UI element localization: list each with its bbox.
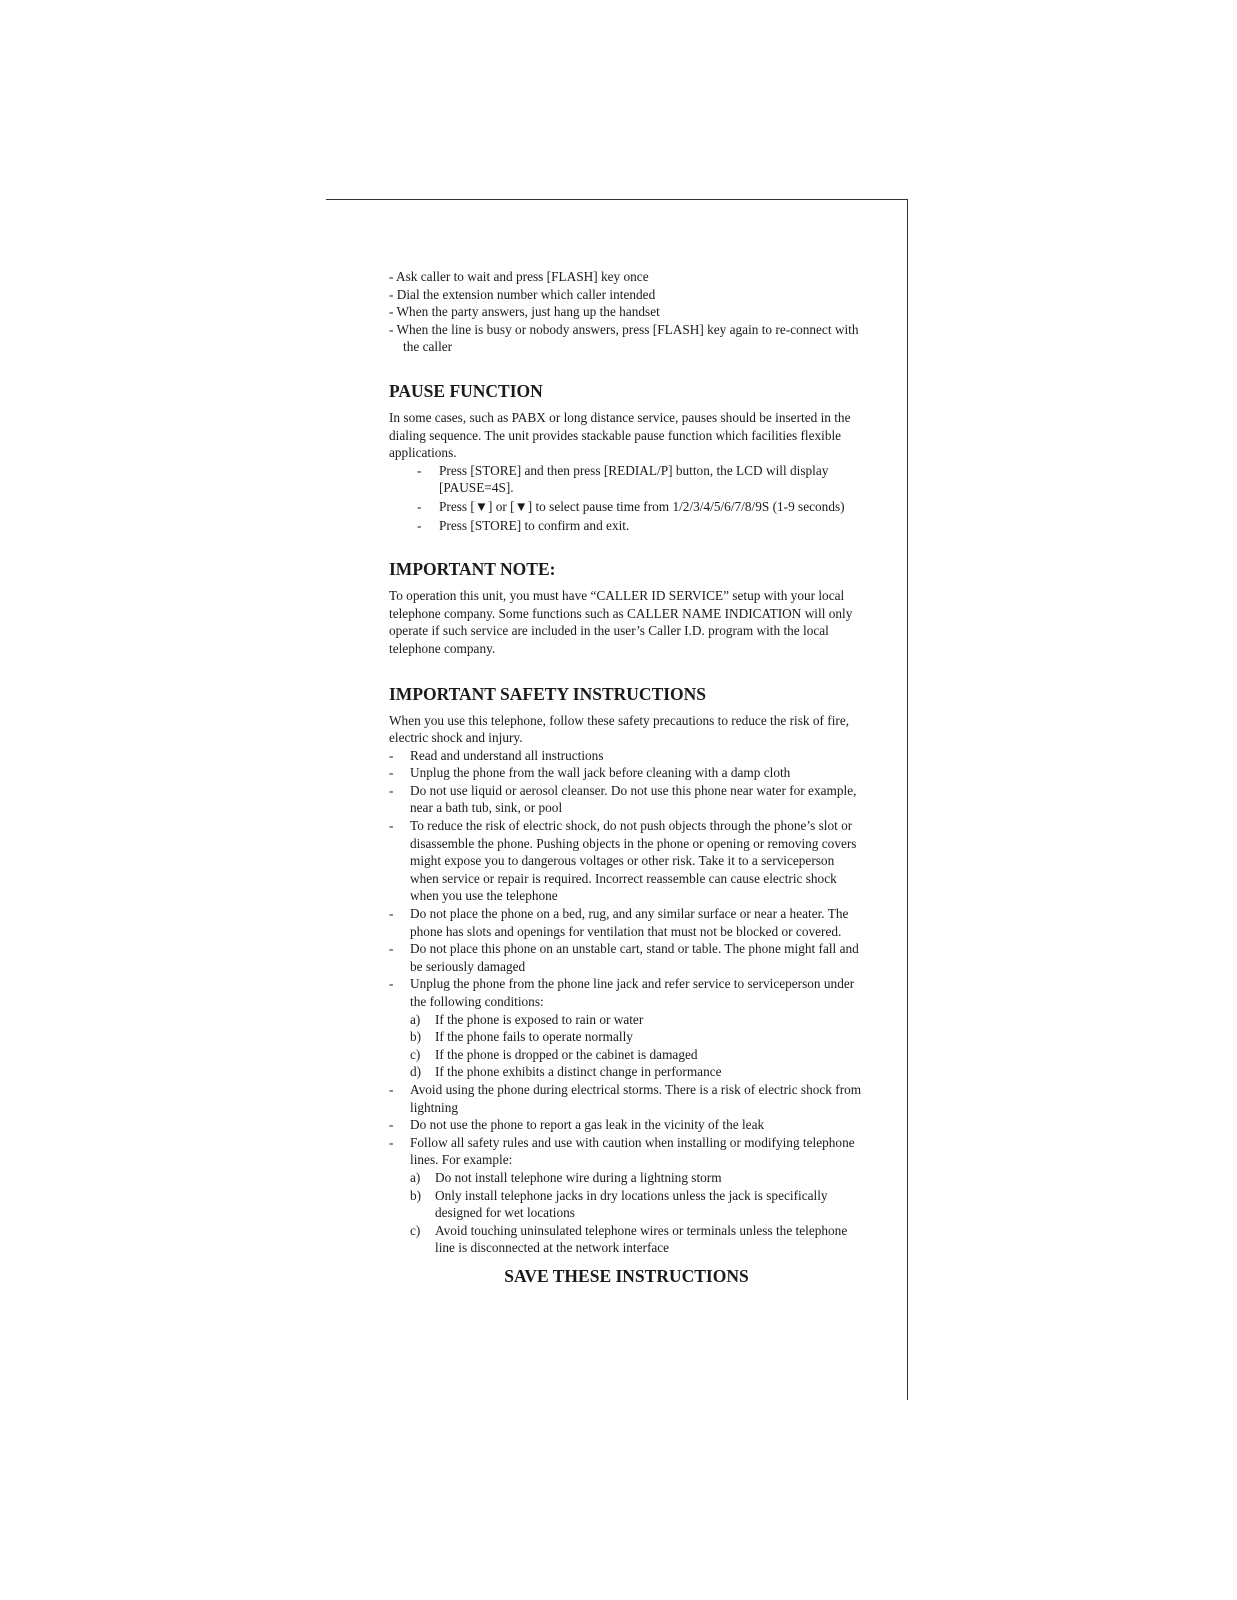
condition-label: c) <box>410 1046 421 1062</box>
page-content <box>389 268 864 1287</box>
item-text: Do not use liquid or aerosol cleanser. Do not use this phone near water for example, near a bath tub, sink, or pool <box>410 782 857 816</box>
item-dash: - <box>389 782 394 798</box>
pause-intro: In some cases, such as PABX or long distance service, pauses should be inserted in the dialing sequence. The unit provides stackable pause function which facilities flexible applications. <box>389 409 851 461</box>
condition-text: If the phone is exposed to rain or water <box>435 1011 644 1027</box>
step-text: Press [STORE] to confirm and exit. <box>439 517 630 533</box>
step-dash: - <box>417 462 422 478</box>
example-item <box>389 1169 864 1187</box>
item-text: Unplug the phone from the wall jack before cleaning with a damp cloth <box>410 765 791 781</box>
example-item <box>389 1222 864 1257</box>
save-instructions-heading: SAVE THESE INSTRUCTIONS <box>504 1265 749 1286</box>
condition-item <box>389 1028 864 1046</box>
item-dash: - <box>389 906 394 922</box>
item-text: Do not place this phone on an unstable cart, stand or table. The phone might fall and be seriously damaged <box>410 941 859 974</box>
example-text: Only install telephone jacks in dry locations unless the jack is specifically designed for wet locations <box>435 1187 828 1221</box>
safety-item <box>389 1081 864 1116</box>
item-dash: - <box>389 976 394 992</box>
top-rule <box>326 199 908 200</box>
condition-text: If the phone is dropped or the cabinet is damaged <box>435 1046 698 1062</box>
step-text: Press [STORE] and then press [REDIAL/P] button, the LCD will display [PAUSE=4S]. <box>439 462 829 496</box>
example-label: c) <box>410 1222 421 1238</box>
transfer-step: - Ask caller to wait and press [FLASH] key once <box>389 269 649 284</box>
important-note-heading: IMPORTANT NOTE: <box>389 559 556 580</box>
condition-item <box>389 1046 864 1064</box>
item-dash: - <box>389 1134 394 1150</box>
pause-function-heading: PAUSE FUNCTION <box>389 380 543 401</box>
item-text: Avoid using the phone during electrical storms. There is a risk of electric shock from lightning <box>410 1081 862 1115</box>
pause-step <box>389 498 864 516</box>
safety-instructions-heading: IMPORTANT SAFETY INSTRUCTIONS <box>389 683 707 704</box>
condition-label: a) <box>410 1011 421 1027</box>
condition-item <box>389 1063 864 1081</box>
transfer-step: - When the party answers, just hang up the handset <box>389 304 660 320</box>
item-dash: - <box>389 1081 394 1097</box>
condition-label: d) <box>410 1064 422 1080</box>
example-text: Avoid touching uninsulated telephone wires or terminals unless the telephone line is disconnected at the network interface <box>435 1222 848 1256</box>
safety-item <box>389 905 864 940</box>
safety-item <box>389 782 864 817</box>
example-text: Do not install telephone wire during a lightning storm <box>435 1169 722 1185</box>
item-dash: - <box>389 941 394 957</box>
example-label: a) <box>410 1169 421 1185</box>
safety-item <box>389 817 864 905</box>
item-text: To reduce the risk of electric shock, do not push objects through the phone’s slot or disassemble the phone. Pushing objects in the phone or opening or removing covers might expose you to dangerous voltages or other risk. Take it to a serviceperson when service or repair is required. Incorrect reassemble can cause electric shock when you use the telephone <box>410 818 857 904</box>
item-dash: - <box>389 818 394 834</box>
item-text: Read and understand all instructions <box>410 747 604 763</box>
transfer-steps <box>389 268 864 356</box>
safety-item <box>389 1116 864 1134</box>
item-text: Unplug the phone from the phone line jack and refer service to serviceperson under the following conditions: <box>410 976 855 1009</box>
step-text: Press [▼] or [▼] to select pause time from 1/2/3/4/5/6/7/8/9S (1-9 seconds) <box>439 498 845 514</box>
safety-item <box>389 747 864 765</box>
right-margin-rule <box>907 199 908 1400</box>
item-dash: - <box>389 747 394 763</box>
item-text: Do not use the phone to report a gas leak in the vicinity of the leak <box>410 1117 765 1133</box>
step-dash: - <box>417 498 422 514</box>
safety-item <box>389 940 864 975</box>
pause-step <box>389 517 864 535</box>
example-label: b) <box>410 1187 422 1203</box>
example-item <box>389 1187 864 1222</box>
safety-item <box>389 1134 864 1169</box>
safety-item <box>389 975 864 1010</box>
safety-item <box>389 764 864 782</box>
step-dash: - <box>417 517 422 533</box>
safety-list <box>389 747 864 1257</box>
condition-label: b) <box>410 1029 422 1045</box>
transfer-step: - Dial the extension number which caller intended <box>389 286 656 302</box>
item-text: Follow all safety rules and use with caution when installing or modifying telephone lines. For example: <box>410 1134 855 1168</box>
condition-text: If the phone exhibits a distinct change in performance <box>435 1064 722 1080</box>
condition-text: If the phone fails to operate normally <box>435 1029 633 1045</box>
item-dash: - <box>389 765 394 781</box>
item-text: Do not place the phone on a bed, rug, and any similar surface or near a heater. The phone has slots and openings for ventilation that must not be blocked or covered. <box>410 906 849 939</box>
safety-intro: When you use this telephone, follow these safety precautions to reduce the risk of fire, electric shock and injury. <box>389 712 850 746</box>
important-note-body: To operation this unit, you must have “CALLER ID SERVICE” setup with your local telephone company. Some functions such as CALLER NAME INDICATION will only operate if such service are included in the user’s Caller I.D. program with the local telephone company. <box>389 588 853 656</box>
item-dash: - <box>389 1117 394 1133</box>
transfer-step: - When the line is busy or nobody answers, press [FLASH] key again to re-connect with the caller <box>389 321 859 355</box>
condition-item <box>389 1011 864 1029</box>
pause-step <box>389 462 864 497</box>
